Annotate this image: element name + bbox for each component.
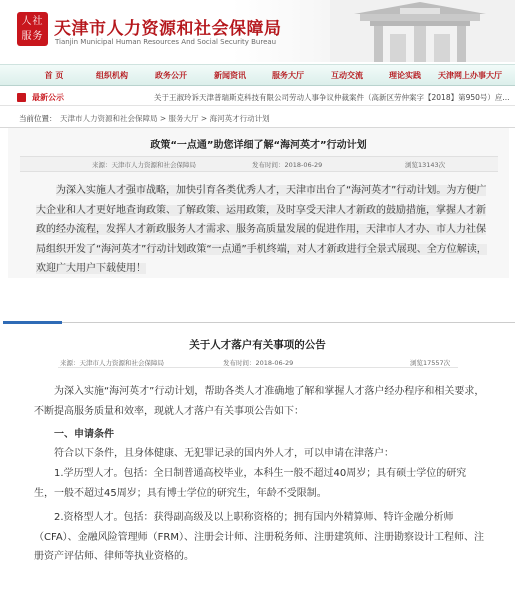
announcement-views: 浏览17557次 (410, 359, 451, 367)
announcement-intro: 为深入实施“海河英才”行动计划，帮助各类人才准确地了解和掌握人才落户经办程序和相关要求，不断提高服务质量和效率，现就人才落户有关事项公告如下： (34, 386, 485, 417)
announcement-source: 来源：天津市人力资源和社会保障局 (60, 359, 164, 367)
breadcrumb (0, 108, 515, 128)
site-title: 天津市人力资源和社会保障局 (54, 19, 282, 39)
article-source: 来源：天津市人力资源和社会保障局 (92, 161, 196, 169)
nav-item-online-service[interactable]: 天津网上办事大厅 (438, 71, 502, 80)
main-nav (0, 64, 515, 86)
article-body: 为深入实施人才强市战略，加快引育各类优秀人才，天津市出台了“海河英才”行动计划。为方便广大企业和人才更好地查询政策、了解政策、运用政策，及时享受天津人才新政的鼓励措施，掌握人才新政的经办流程，发挥人才新政服务人才需求、服务高质量发展的促进作用，天津市人才办、市人力社保局组织开发了“海河英才”行动计划政策“一点通”手机终端，对人才新政进行全景式展现、全方位解读，欢迎广大用户下载使用！ (36, 185, 487, 274)
article-date: 发布时间：2018-06-29 (252, 161, 323, 169)
nav-item-service-hall[interactable]: 服务大厅 (272, 71, 304, 80)
article-meta (20, 156, 498, 172)
site-subtitle: Tianjin Municipal Human Resources And Social Security Bureau (55, 38, 277, 46)
section-divider (62, 322, 515, 323)
ticker-link[interactable]: 关于王淑玲诉天津普瑞斯克科技有限公司劳动人事争议仲裁案件（高新区劳仲案字【2018】第950号）应... (154, 93, 510, 102)
nav-item-gov-affairs[interactable]: 政务公开 (155, 71, 187, 80)
nav-item-home[interactable]: 首 页 (44, 71, 64, 80)
announcement-paragraph: 符合以下条件，且身体健康、无犯罪记录的国内外人才，可以申请在津落户： (54, 448, 394, 459)
news-ticker (0, 89, 515, 106)
section-divider-accent (3, 321, 62, 324)
site-header (0, 0, 515, 62)
announcement-icon (17, 93, 26, 102)
breadcrumb-path[interactable]: 天津市人力资源和社会保障局 > 服务大厅 > 海河英才行动计划 (60, 114, 270, 123)
announcement-paragraph: 2.资格型人才。包括：获得副高级及以上职称资格的；拥有国内外精算师、特许金融分析师（CFA）、金融风险管理师（FRM）、注册会计师、注册税务师、注册建筑师、注册勘察设计工程师、注册资产评估师、律师等执业资格的。 (34, 512, 484, 562)
ticker-label: 最新公示 (32, 93, 64, 102)
article-title: 政策“一点通”助您详细了解“海河英才”行动计划 (150, 140, 367, 151)
nav-item-theory-practice[interactable]: 理论实践 (389, 71, 421, 80)
announcement-paragraph: 1.学历型人才。包括：全日制普通高校毕业，本科生一般不超过40周岁；具有硕士学位的研究生，一般不超过45周岁；具有博士学位的研究生，年龄不受限制。 (34, 468, 467, 499)
breadcrumb-label: 当前位置： (19, 114, 57, 123)
announcement-meta (58, 355, 458, 368)
article-policy-app (8, 128, 509, 278)
announcement-date: 发布时间：2018-06-29 (223, 359, 294, 367)
city-gate-illustration (330, 0, 515, 62)
article-views: 浏览13143次 (405, 161, 446, 169)
nav-item-interaction[interactable]: 互动交流 (331, 71, 363, 80)
announcement-title: 关于人才落户有关事项的公告 (189, 339, 326, 351)
nav-item-organization[interactable]: 组织机构 (96, 71, 128, 80)
section-heading: 一、申请条件 (54, 429, 114, 440)
site-logo[interactable]: 人社 服务 (17, 12, 48, 46)
nav-item-news[interactable]: 新闻资讯 (214, 71, 246, 80)
